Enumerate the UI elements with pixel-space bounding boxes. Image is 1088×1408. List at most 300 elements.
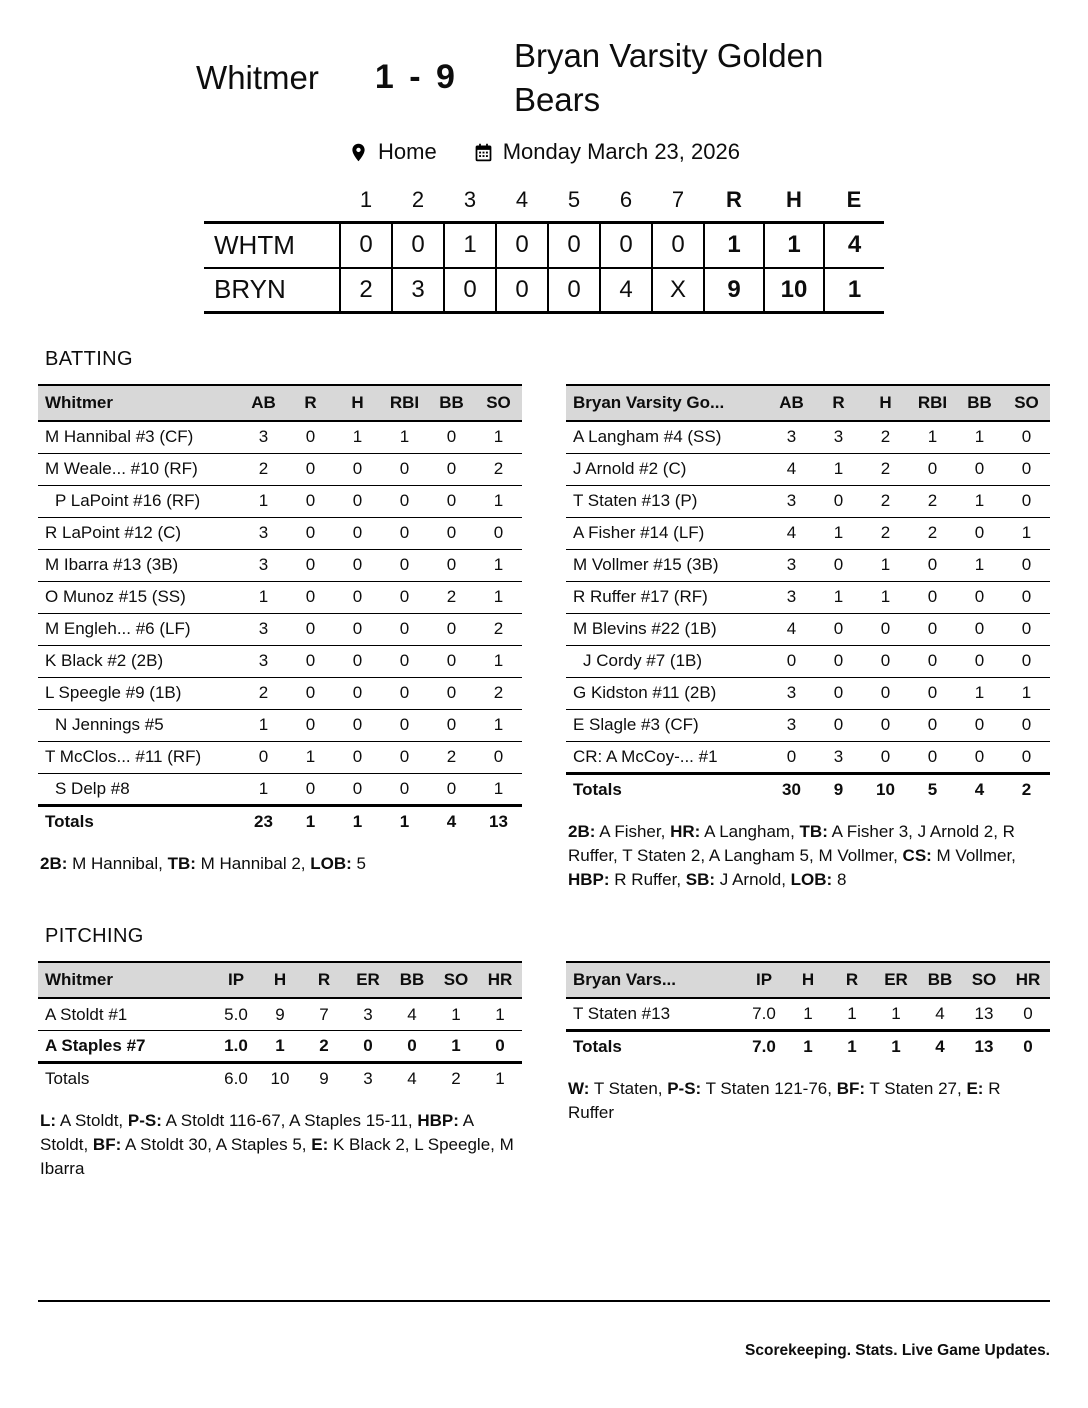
inning-score: 4 [600,268,652,313]
player-row [38,741,522,773]
player-name: M Engleh... #6 (LF) [38,613,240,645]
table-team-header: Bryan Varsity Go... [566,385,768,421]
stat-value: 0 [334,709,381,741]
player-row [38,613,522,645]
stat-value: 0 [287,645,334,677]
player-row [38,421,522,453]
stat-value: 1 [434,998,478,1030]
column-header: R [302,962,346,998]
player-name: G Kidston #11 (2B) [566,677,768,709]
matchup-header [0,0,1088,121]
stat-value: 3 [768,677,815,709]
player-row [566,645,1050,677]
inning-score: 2 [340,268,392,313]
stat-value: 2 [862,421,909,453]
totals-label: Totals [38,805,240,837]
pitching-section [0,961,1088,1180]
stat-value: 0 [428,773,475,805]
totals-label: Totals [566,1030,742,1062]
player-name: T Staten #13 [566,998,742,1030]
stat-value: 30 [768,773,815,805]
stat-value: 0 [287,485,334,517]
player-row [566,998,1050,1030]
stat-value: 0 [862,741,909,773]
summary-stat-label: LOB: [310,854,352,874]
stat-value: 1 [956,485,1003,517]
stat-value: 0 [334,773,381,805]
stat-value: 1 [786,998,830,1030]
stat-value: 3 [240,645,287,677]
player-row [566,709,1050,741]
stat-value: 3 [240,613,287,645]
stat-value: 0 [334,517,381,549]
stat-value: 1 [1003,517,1050,549]
line-score-row [204,268,884,313]
stat-value: 1 [475,421,522,453]
stat-value: 1 [475,485,522,517]
stat-value: 2 [862,453,909,485]
stat-value: 0 [287,709,334,741]
inning-header: 4 [515,187,529,213]
rhe-value: 9 [704,268,764,313]
stat-value: 2 [862,517,909,549]
stat-value: 2 [862,485,909,517]
stat-value: 7.0 [742,998,786,1030]
home-pitching-table [566,961,1050,1062]
column-header: SO [962,962,1006,998]
player-row [566,581,1050,613]
player-name: O Munoz #15 (SS) [38,581,240,613]
stat-value: 1 [786,1030,830,1062]
player-name: T Staten #13 (P) [566,485,768,517]
stat-value: 0 [428,517,475,549]
stat-value: 2 [909,517,956,549]
stat-value: 0 [1003,613,1050,645]
stat-value: 1 [475,581,522,613]
batting-section-title: BATTING [45,348,133,371]
stat-value: 0 [381,453,428,485]
away-team-name: Whitmer [196,58,319,96]
home-batting-column [566,384,1050,891]
stat-value: 0 [428,549,475,581]
stat-value: 23 [240,805,287,837]
stat-value: 1 [240,709,287,741]
player-row [38,1030,522,1062]
stat-value: 0 [909,549,956,581]
stats-table [566,384,1050,805]
inning-header: 7 [671,187,685,213]
player-row [38,773,522,805]
stat-value: 0 [381,773,428,805]
column-header: ER [346,962,390,998]
stat-value: 3 [346,1062,390,1094]
inning-score: 3 [392,268,444,313]
summary-stat-label: HBP: [417,1111,459,1131]
summary-stat-label: P-S: [667,1079,702,1099]
stat-value: 1 [478,1062,522,1094]
stat-value: 0 [334,645,381,677]
player-name: S Delp #8 [38,773,240,805]
stat-value: 1 [434,1030,478,1062]
line-score-table [204,187,884,314]
stat-value: 2 [240,677,287,709]
player-name: J Cordy #7 (1B) [566,645,768,677]
stat-value: 2 [909,485,956,517]
inning-score: 0 [652,223,704,268]
column-header: BB [956,385,1003,421]
player-name: E Slagle #3 (CF) [566,709,768,741]
stat-value: 4 [918,1030,962,1062]
player-row [38,581,522,613]
home-batting-table [566,384,1050,805]
player-row [566,677,1050,709]
column-header: BB [918,962,962,998]
player-name: M Blevins #22 (1B) [566,613,768,645]
player-row [38,677,522,709]
stat-value: 0 [428,677,475,709]
stat-value: 3 [815,741,862,773]
stat-value: 10 [862,773,909,805]
stat-value: 1 [874,1030,918,1062]
stat-value: 0 [956,581,1003,613]
stat-value: 7 [302,998,346,1030]
stat-value: 0 [381,517,428,549]
stat-value: 2 [240,453,287,485]
stat-value: 0 [862,709,909,741]
column-header: RBI [381,385,428,421]
table-team-header: Bryan Vars... [566,962,742,998]
stat-value: 1 [1003,677,1050,709]
column-header: AB [240,385,287,421]
summary-stat-label: W: [568,1079,590,1099]
team-abbreviation: WHTM [204,223,340,268]
summary-stat-label: 2B: [568,822,596,842]
table-team-header: Whitmer [38,962,214,998]
stat-value: 2 [302,1030,346,1062]
rhe-value: 1 [764,223,824,268]
stat-value: 1 [956,677,1003,709]
stat-value: 0 [956,517,1003,549]
away-batting-column [38,384,522,876]
stat-value: 4 [918,998,962,1030]
stat-value: 0 [815,645,862,677]
summary-stat-label: HBP: [568,869,610,889]
stat-value: 2 [428,741,475,773]
line-score [0,187,1088,314]
stat-value: 1 [287,805,334,837]
stat-value: 0 [1003,453,1050,485]
stat-value: 0 [956,613,1003,645]
stat-value: 0 [1003,709,1050,741]
totals-row [566,773,1050,805]
stat-value: 1 [956,421,1003,453]
stats-table [38,384,522,837]
player-row [38,485,522,517]
player-row [566,421,1050,453]
stat-value: 1 [334,421,381,453]
stat-value: 0 [287,453,334,485]
stat-value: 2 [475,677,522,709]
table-header-row [38,385,522,421]
stat-value: 1 [258,1030,302,1062]
player-row [38,998,522,1030]
stat-value: 0 [381,613,428,645]
stat-value: 2 [434,1062,478,1094]
stat-value: 0 [287,613,334,645]
stat-value: 0 [909,581,956,613]
stat-value: 1 [475,773,522,805]
player-name: R Ruffer #17 (RF) [566,581,768,613]
stat-value: 0 [956,741,1003,773]
stat-value: 0 [428,709,475,741]
inning-header-row [204,187,884,223]
stat-value: 0 [909,709,956,741]
stat-value: 10 [258,1062,302,1094]
stat-value: 1 [909,421,956,453]
stat-value: 6.0 [214,1062,258,1094]
pitching-section-title: PITCHING [45,925,144,948]
table-header-row [566,385,1050,421]
stat-value: 1 [334,805,381,837]
stat-value: 9 [302,1062,346,1094]
stat-value: 3 [768,421,815,453]
stat-value: 0 [334,581,381,613]
stat-value: 1 [475,709,522,741]
inning-score: 0 [548,223,600,268]
summary-stat-label: TB: [167,854,196,874]
summary-stat-label: HR: [670,822,701,842]
stat-value: 0 [1003,645,1050,677]
stat-value: 0 [240,741,287,773]
stat-value: 4 [390,1062,434,1094]
column-header: SO [1003,385,1050,421]
totals-label: Totals [566,773,768,805]
footer-divider [38,1300,1050,1302]
stat-value: 0 [862,613,909,645]
stat-value: 2 [1003,773,1050,805]
stat-value: 0 [1003,485,1050,517]
stat-value: 1 [815,581,862,613]
rhe-value: 1 [704,223,764,268]
stat-value: 1 [381,805,428,837]
stat-value: 0 [381,709,428,741]
inning-header: 1 [359,187,373,213]
player-name: M Ibarra #13 (3B) [38,549,240,581]
stat-value: 0 [475,517,522,549]
stat-value: 1 [381,421,428,453]
stat-value: 0 [381,581,428,613]
stat-value: 3 [768,485,815,517]
totals-label: Totals [38,1062,214,1094]
stat-value: 0 [909,613,956,645]
summary-stat-label: 2B: [40,854,68,874]
table-header-row [566,962,1050,998]
rhe-header: H [786,187,802,213]
stat-value: 2 [475,453,522,485]
rhe-value: 1 [824,268,884,313]
inning-score: 0 [340,223,392,268]
away-batting-table [38,384,522,837]
player-name: T McClos... #11 (RF) [38,741,240,773]
stat-value: 0 [428,421,475,453]
stat-value: 0 [381,645,428,677]
stat-value: 0 [334,549,381,581]
player-row [38,709,522,741]
stat-value: 0 [815,485,862,517]
stat-value: 7.0 [742,1030,786,1062]
location-label: Home [378,139,437,165]
stat-value: 4 [768,517,815,549]
player-name: R LaPoint #12 (C) [38,517,240,549]
stat-value: 1 [478,998,522,1030]
stat-value: 0 [381,485,428,517]
footer-tagline: Scorekeeping. Stats. Live Game Updates. [745,1342,1050,1359]
summary-stat-label: E: [966,1079,984,1099]
table-header-row [38,962,522,998]
column-header: BB [390,962,434,998]
stat-value: 0 [815,709,862,741]
summary-stat-label: SB: [685,869,716,889]
stat-value: 0 [334,485,381,517]
stat-value: 0 [346,1030,390,1062]
stat-value: 1 [862,581,909,613]
player-row [566,453,1050,485]
stat-value: 2 [475,613,522,645]
stat-value: 0 [287,517,334,549]
summary-stat-label: L: [40,1111,57,1131]
column-header: R [287,385,334,421]
inning-score: 0 [496,268,548,313]
stat-value: 1 [240,773,287,805]
inning-score: 0 [600,223,652,268]
location-pin-icon [348,142,369,163]
game-meta [0,139,1088,165]
away-pitching-summary: L: A Stoldt, P-S: A Stoldt 116-67, A Staples 15-11, HBP: A Stoldt, BF: A Stoldt 30, A Staples 5, E: K Black 2, L Speegle, M Ibarra [40,1111,514,1179]
away-pitching-table [38,961,522,1094]
stat-value: 9 [815,773,862,805]
inning-score: 0 [444,268,496,313]
stat-value: 0 [956,645,1003,677]
inning-score: 0 [548,268,600,313]
stat-value: 0 [1006,1030,1050,1062]
stat-value: 2 [428,581,475,613]
stat-value: 1 [862,549,909,581]
player-row [38,517,522,549]
stat-value: 5.0 [214,998,258,1030]
totals-row [38,805,522,837]
stat-value: 1 [830,998,874,1030]
totals-row [38,1062,522,1094]
stat-value: 0 [428,485,475,517]
stat-value: 0 [1003,549,1050,581]
stat-value: 0 [287,773,334,805]
stat-value: 0 [956,453,1003,485]
column-header: HR [1006,962,1050,998]
stat-value: 3 [768,709,815,741]
home-pitching-column [566,961,1050,1125]
line-score-row [204,223,884,268]
stat-value: 0 [1003,421,1050,453]
stat-value: 0 [862,677,909,709]
home-batting-summary: 2B: A Fisher, HR: A Langham, TB: A Fisher 3, J Arnold 2, R Ruffer, T Staten 2, A Langham 5, M Vollmer, CS: M Vollmer, HBP: R Ruffer, SB: J Arnold, LOB: 8 [568,822,1016,889]
column-header: H [786,962,830,998]
stat-value: 3 [768,581,815,613]
stat-value: 13 [475,805,522,837]
stat-value: 3 [240,549,287,581]
empty-header-cell [204,187,340,223]
column-header: H [334,385,381,421]
stat-value: 0 [287,581,334,613]
player-row [38,453,522,485]
player-row [38,645,522,677]
stat-value: 0 [381,677,428,709]
away-pitching-column [38,961,522,1180]
stat-value: 0 [1006,998,1050,1030]
column-header: R [830,962,874,998]
stat-value: 5 [909,773,956,805]
column-header: AB [768,385,815,421]
rhe-header: E [846,187,862,213]
stat-value: 1 [240,485,287,517]
stat-value: 0 [381,741,428,773]
stat-value: 1 [830,1030,874,1062]
stat-value: 0 [862,645,909,677]
stat-value: 1 [956,549,1003,581]
rhe-header: R [726,187,742,213]
player-name: A Stoldt #1 [38,998,214,1030]
away-batting-summary: 2B: M Hannibal, TB: M Hannibal 2, LOB: 5 [40,854,366,874]
column-header: IP [742,962,786,998]
stat-value: 0 [815,613,862,645]
home-team-name: Bryan Varsity Golden Bears [513,37,824,118]
stats-table [566,961,1050,1062]
stat-value: 1 [815,517,862,549]
stat-value: 0 [381,549,428,581]
stat-value: 0 [909,677,956,709]
stat-value: 0 [334,677,381,709]
inning-score: 0 [496,223,548,268]
stat-value: 4 [956,773,1003,805]
location-item [348,139,437,165]
stat-value: 0 [428,613,475,645]
stat-value: 0 [390,1030,434,1062]
date-item [473,139,740,165]
stat-value: 9 [258,998,302,1030]
summary-stat-label: LOB: [790,869,833,889]
player-name: L Speegle #9 (1B) [38,677,240,709]
stat-value: 1 [475,549,522,581]
column-header: ER [874,962,918,998]
player-name: K Black #2 (2B) [38,645,240,677]
inning-header: 2 [411,187,425,213]
player-name: A Langham #4 (SS) [566,421,768,453]
stat-value: 1 [475,645,522,677]
stat-value: 3 [346,998,390,1030]
stat-value: 0 [287,421,334,453]
stat-value: 0 [287,549,334,581]
stat-value: 0 [334,453,381,485]
player-name: M Hannibal #3 (CF) [38,421,240,453]
player-name: J Arnold #2 (C) [566,453,768,485]
summary-stat-label: BF: [836,1079,866,1099]
stat-value: 0 [334,613,381,645]
stat-value: 13 [962,1030,1006,1062]
column-header: HR [478,962,522,998]
stat-value: 3 [240,517,287,549]
player-row [566,517,1050,549]
final-score: 1 - 9 [374,58,458,97]
stat-value: 4 [768,453,815,485]
